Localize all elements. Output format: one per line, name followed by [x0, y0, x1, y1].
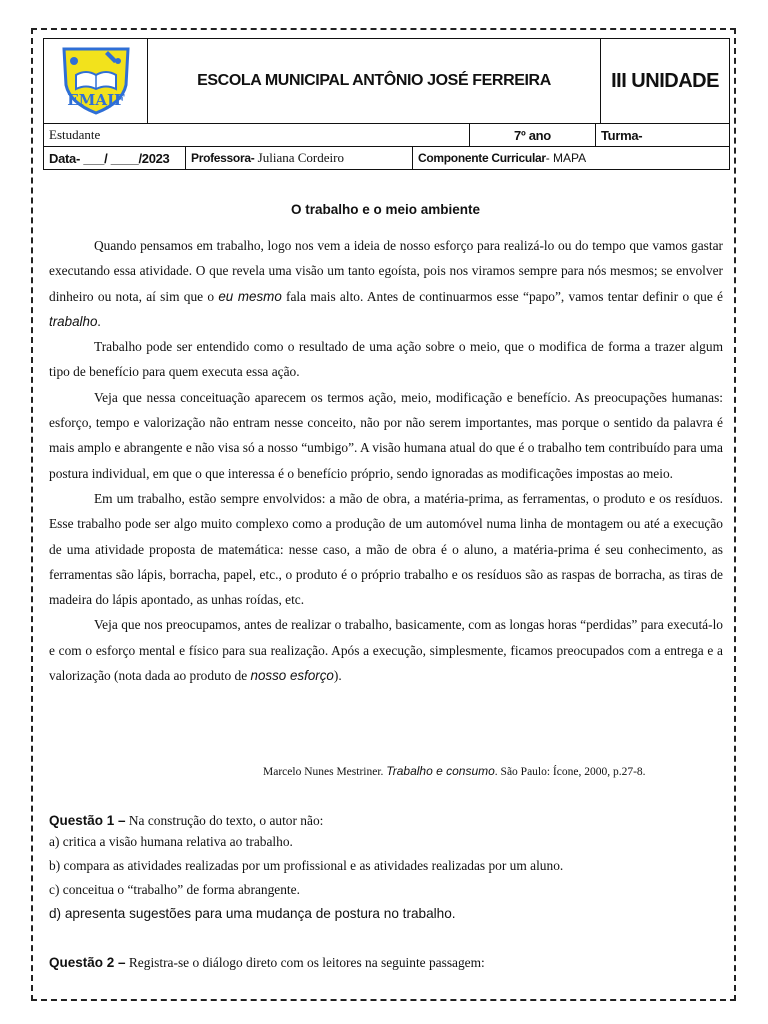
question-2-text: Registra-se o diálogo direto com os leitores na seguinte passagem:	[125, 955, 485, 970]
source-author: Marcelo Nunes Mestriner.	[263, 766, 387, 778]
student-row	[43, 123, 730, 147]
school-name: ESCOLA MUNICIPAL ANTÔNIO JOSÉ FERREIRA	[148, 39, 601, 124]
source-title: Trabalho e consumo	[386, 764, 495, 778]
teacher-cell	[186, 147, 413, 170]
p1-part-a: Quando pensamos em trabalho, logo nos vem a ideia de nosso esforço para realizá-lo ou do tempo que vamos gastar executando essa atividade. O que revela uma visão um tanto egoísta, pois nos viramos sempre para nós mesmos; se envolver dinheiro ou nota, aí sim que o	[49, 238, 723, 304]
paragraph-3: Veja que nessa conceituação aparecem os termos ação, meio, modificação e benefício. As preocupações humanas: esforço, tempo e valorização não entram nesse conceito, não por não serem importantes, mas porque o sentido da palavra é mais amplo e abrangente e não visa só a nosso “umbigo”. A visão humana atual do que é o trabalho tem contribuído para uma postura individual, em que o que interessa é o benefício próprio, sendo ignoradas as modificações impostas ao meio.	[49, 389, 723, 481]
source-citation	[263, 764, 646, 778]
p5-part-b: ).	[333, 668, 342, 684]
option-b: b) compara as atividades realizadas por um profissional e as atividades realizadas por um aluno.	[49, 858, 564, 873]
student-label: Estudante	[49, 127, 101, 142]
teacher-label: Professora-	[191, 151, 255, 165]
p1-part-b: fala mais alto. Antes de continuarmos esse “papo”, vamos tentar definir o que é	[281, 288, 723, 304]
grade-label: 7º ano	[470, 124, 596, 147]
p1-italic-1: eu mesmo	[218, 288, 282, 304]
p1-italic-2: trabalho	[49, 313, 98, 329]
school-crest-icon	[56, 41, 136, 117]
question-1-text: Na construção do texto, o autor não:	[125, 813, 324, 828]
teacher-name: Juliana Cordeiro	[257, 150, 344, 165]
subject-cell	[413, 147, 730, 170]
question-2	[49, 954, 723, 972]
logo-cell	[44, 39, 148, 124]
question-1	[49, 812, 723, 830]
paragraph-5	[49, 612, 723, 688]
worksheet-page	[31, 28, 736, 1001]
option-d: d) apresenta sugestões para uma mudança de postura no trabalho.	[49, 906, 456, 921]
source-rest: . São Paulo: Ícone, 2000, p.27-8.	[494, 766, 646, 778]
p5-part-a: Veja que nos preocupamos, antes de realizar o trabalho, basicamente, com as longas horas “perdidas” para executá-lo e com o esforço mental e físico para sua realização. Após a execução, simplesmente, ficamos preocupados com a entrega e a valorização (nota dada ao produto de	[49, 617, 723, 684]
p1-part-c: .	[97, 313, 101, 329]
reading-text	[49, 233, 723, 688]
subject-label: Componente Curricular	[418, 151, 546, 165]
subject-value: - MAPA	[545, 151, 587, 165]
p5-italic: nosso esforço	[250, 668, 334, 684]
question-1-label: Questão 1 –	[49, 813, 126, 828]
date-field[interactable]	[44, 147, 186, 170]
option-a: a) critica a visão humana relativa ao trabalho.	[49, 834, 293, 849]
header	[43, 38, 730, 170]
date-label: Data- ___/ ____/2023	[49, 150, 170, 166]
question-2-label: Questão 2 –	[49, 955, 126, 970]
paragraph-1	[49, 233, 723, 334]
student-field[interactable]	[44, 124, 470, 147]
paragraph-4: Em um trabalho, estão sempre envolvidos: a mão de obra, a matéria-prima, as ferramentas, o produto e os resíduos. Esse trabalho pode ser algo muito complexo como a produção de um automóvel numa linha de montagem ou até a execução de uma atividade proposta de matemática: nesse caso, a mão de obra é o aluno, a matéria-prima é seu conhecimento, as ferramentas são lápis, borracha, papel, etc., o produto é o próprio trabalho e os resíduos são as raspas de borracha, as tiras de madeira do lápis apontado, as unhas roídas, etc.	[49, 490, 723, 608]
text-title: O trabalho e o meio ambiente	[290, 202, 481, 217]
unit-label: III UNIDADE	[601, 39, 730, 124]
logo-text: EMAJF	[66, 90, 125, 109]
info-row	[43, 146, 730, 170]
class-label: Turma-	[601, 127, 643, 143]
class-field[interactable]	[596, 124, 730, 147]
paragraph-2: Trabalho pode ser entendido como o resultado de uma ação sobre o meio, que o modifica de forma a trazer algum tipo de benefício para quem executa essa ação.	[49, 339, 723, 380]
header-table	[43, 38, 730, 124]
questions	[49, 812, 723, 972]
option-c: c) conceitua o “trabalho” de forma abrangente.	[49, 882, 300, 897]
